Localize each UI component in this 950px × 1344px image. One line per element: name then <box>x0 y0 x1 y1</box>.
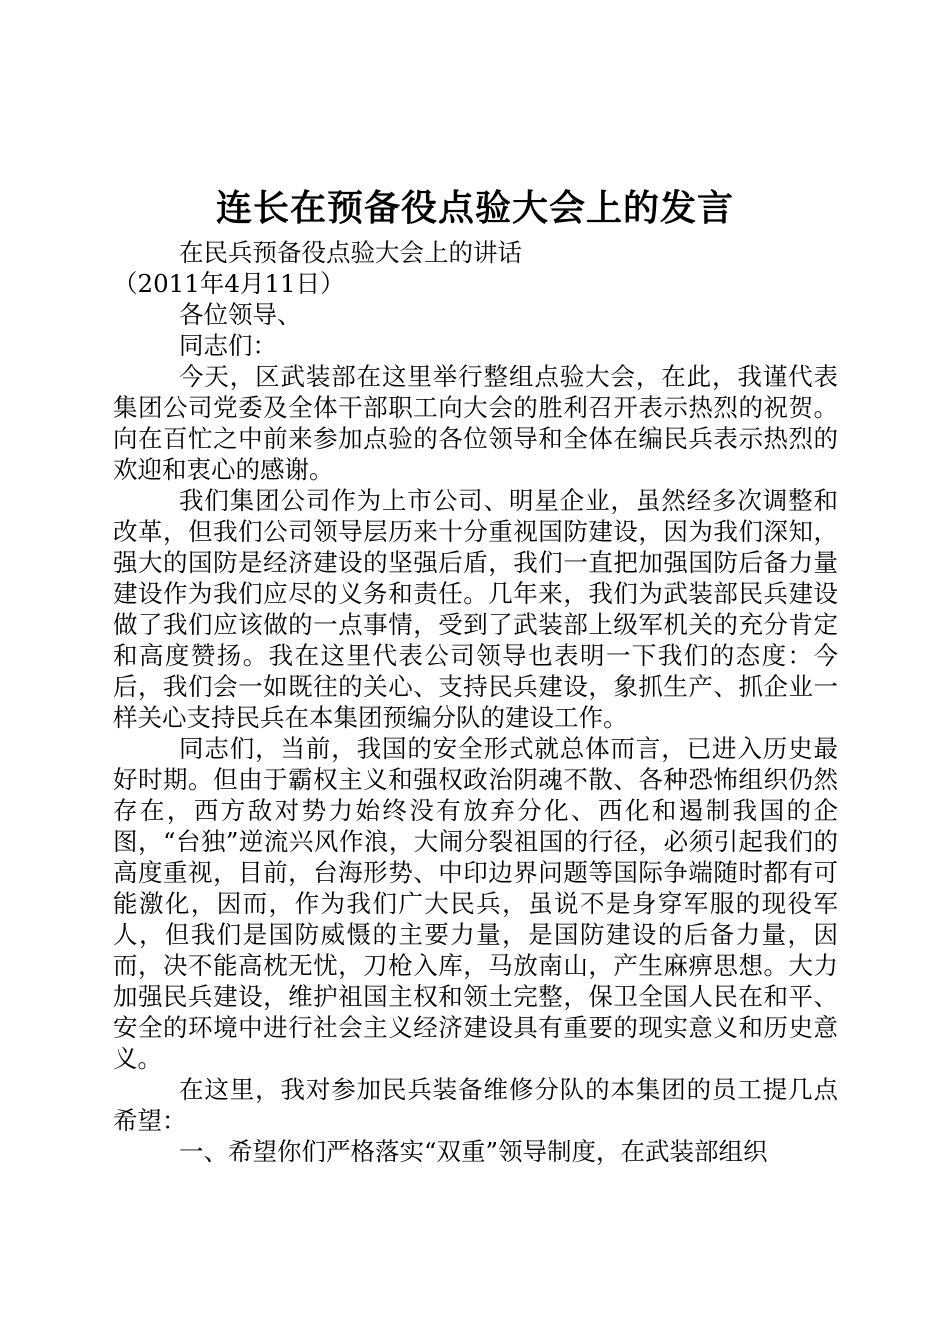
salutation-leaders: 各位领导、 <box>179 300 302 329</box>
document-title: 连长在预备役点验大会上的发言 <box>215 187 734 229</box>
paragraph-company: 我们集团公司作为上市公司、明星企业，虽然经多次调整和改革，但我们公司领导层历来十分重视国防建设，因为我们深知，强大的国防是经济建设的坚强后盾，我们一直把加强国防后备力量建设作为我们应尽的义务和责任。几年来，我们为武装部民兵建设做了我们应该做的一点事情，受到了武装部上级军机关的充分肯定和高度赞扬。我在这里代表公司领导也表明一下我们的态度：今后，我们会一如既往的关心、支持民兵建设，象抓生产、抓企业一样关心支持民兵在本集团预编分队的建设工作。 <box>113 486 838 732</box>
paragraph-opening: 今天，区武装部在这里举行整组点验大会，在此，我谨代表集团公司党委及全体干部职工向大会的胜利召开表示热烈的祝贺。向在百忙之中前来参加点验的各位领导和全体在编民兵表示热烈的欢迎和衷心的感谢。 <box>113 362 838 484</box>
paragraph-security: 同志们，当前，我国的安全形式就总体而言，已进入历史最好时期。但由于霸权主义和强权政治阴魂不散、各种恐怖组织仍然存在，西方敌对势力始终没有放弃分化、西化和遏制我国的企图，“台独”逆流兴风作浪，大闹分裂祖国的行径，必须引起我们的高度重视，目前，台海形势、中印边界问题等国际争端随时都有可能激化，因而，作为我们广大民兵，虽说不是身穿军服的现役军人，但我们是国防威慑的主要力量，是国防建设的后备力量，因而，决不能高枕无忧，刀枪入库，马放南山，产生麻痹思想。大力加强民兵建设，维护祖国主权和领土完整，保卫全国人民在和平、安全的环境中进行社会主义经济建设具有重要的现实意义和历史意义。 <box>113 734 838 1073</box>
paragraph-hopes-intro: 在这里，我对参加民兵装备维修分队的本集团的员工提几点希望： <box>113 1075 838 1135</box>
speech-date: （2011年4月11日） <box>113 269 345 298</box>
paragraph-hope-one: 一、希望你们严格落实“双重”领导制度，在武装部组织 <box>179 1137 768 1166</box>
document-body <box>113 237 838 1167</box>
speech-subtitle: 在民兵预备役点验大会上的讲话 <box>179 238 522 267</box>
salutation-comrades: 同志们： <box>179 331 277 360</box>
